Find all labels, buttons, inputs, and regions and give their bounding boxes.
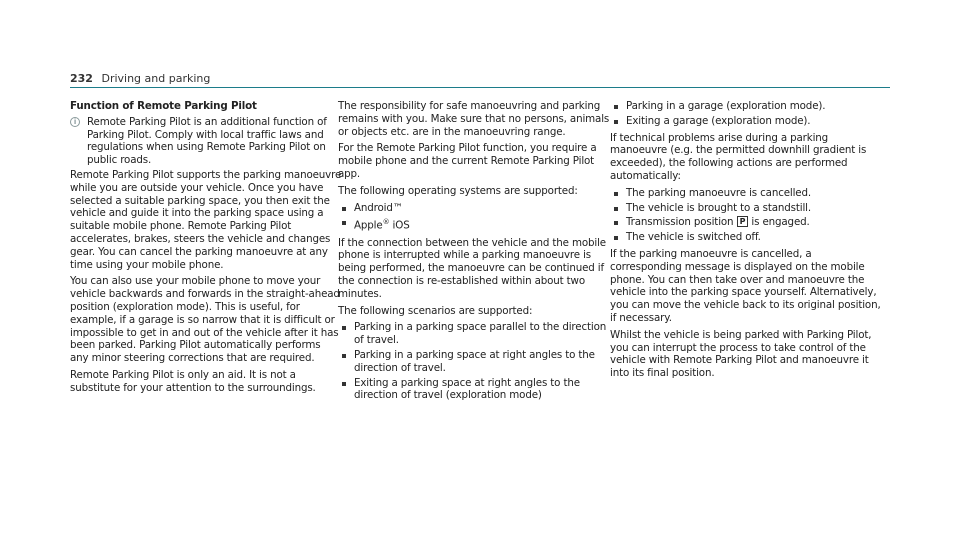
- automatic-actions-list: [610, 187, 882, 244]
- list-item: Parking in a parking space parallel to the direction of travel.: [338, 321, 610, 347]
- info-icon: i: [70, 117, 80, 127]
- scenario-list: [338, 321, 610, 402]
- apple-label: Apple: [354, 219, 383, 232]
- column-2: [338, 100, 610, 406]
- list-item: Parking in a parking space at right angles to the direction of travel.: [338, 349, 610, 375]
- paragraph: The responsibility for safe manoeuvring and parking remains with you. Make sure that no persons, animals or objects etc. are in the manoeuvring range.: [338, 100, 610, 138]
- section-heading: Function of Remote Parking Pilot: [70, 100, 257, 112]
- ios-label: iOS: [392, 219, 410, 232]
- info-note-text: Remote Parking Pilot is an additional function of Parking Pilot. Comply with local traffic laws and regulations when using Remote Parking Pilot on public roads.: [87, 115, 327, 167]
- paragraph: If technical problems arise during a parking manoeuvre (e.g. the permitted downhill gradient is exceeded), the following actions are performed automatically:: [610, 131, 867, 182]
- list-item: The vehicle is switched off.: [610, 231, 882, 244]
- paragraph: For the Remote Parking Pilot function, you require a mobile phone and the current Remote Parking Pilot app.: [338, 142, 597, 180]
- list-item: Exiting a parking space at right angles to the direction of travel (exploration mode): [338, 377, 610, 403]
- page-number: 232: [70, 72, 93, 85]
- paragraph: The following operating systems are supported:: [338, 184, 578, 197]
- action-text: Transmission position: [626, 216, 734, 229]
- paragraph: The following scenarios are supported:: [338, 304, 533, 317]
- list-item: [610, 216, 882, 229]
- park-position-icon: P: [737, 216, 749, 227]
- info-note: [70, 116, 342, 167]
- list-item: Android™: [338, 202, 610, 215]
- scenario-list-continued: [610, 100, 882, 128]
- os-list: [338, 202, 610, 233]
- paragraph: Remote Parking Pilot is only an aid. It is not a substitute for your attention to the surroundings.: [70, 368, 316, 394]
- column-1: [70, 100, 342, 399]
- action-text: is engaged.: [751, 216, 810, 229]
- list-item: The parking manoeuvre is cancelled.: [610, 187, 882, 200]
- paragraph: If the parking manoeuvre is cancelled, a corresponding message is displayed on the mobile phone. You can then take over and manoeuvre the vehicle into the parking space yourself. Alternatively, you can move the vehicle back to its original position, if necessary.: [610, 247, 881, 324]
- list-item: Apple® iOS: [338, 216, 610, 232]
- header-rule: [70, 87, 890, 88]
- page-header: [70, 72, 210, 85]
- column-3: [610, 100, 882, 384]
- list-item: The vehicle is brought to a standstill.: [610, 202, 882, 215]
- paragraph: Remote Parking Pilot supports the parking manoeuvre while you are outside your vehicle. Once you have selected a suitable parking space, you then exit the vehicle and guide it into the parking space using a suitable mobile phone. Remote Parking Pilot accelerates, brakes, steers the vehicle and changes gear. You can cancel the parking manoeuvre at any time using your mobile phone.: [70, 168, 342, 271]
- paragraph: If the connection between the vehicle and the mobile phone is interrupted while a parking manoeuvre is being performed, the manoeuvre can be continued if the connection is re-established within about two minutes.: [338, 236, 606, 300]
- section-title: Driving and parking: [101, 72, 211, 85]
- list-item: Exiting a garage (exploration mode).: [610, 115, 882, 128]
- paragraph: Whilst the vehicle is being parked with Parking Pilot, you can interrupt the process to take control of the vehicle with Remote Parking Pilot and manoeuvre it into its final position.: [610, 328, 872, 380]
- paragraph: You can also use your mobile phone to move your vehicle backwards and forwards in the straight-ahead position (exploration mode). This is useful, for example, if a garage is so narrow that it is difficult or impossible to get in and out of the vehicle after it has been parked. Parking Pilot automatically performs any minor steering corrections that are required.: [70, 275, 340, 365]
- list-item: Parking in a garage (exploration mode).: [610, 100, 882, 113]
